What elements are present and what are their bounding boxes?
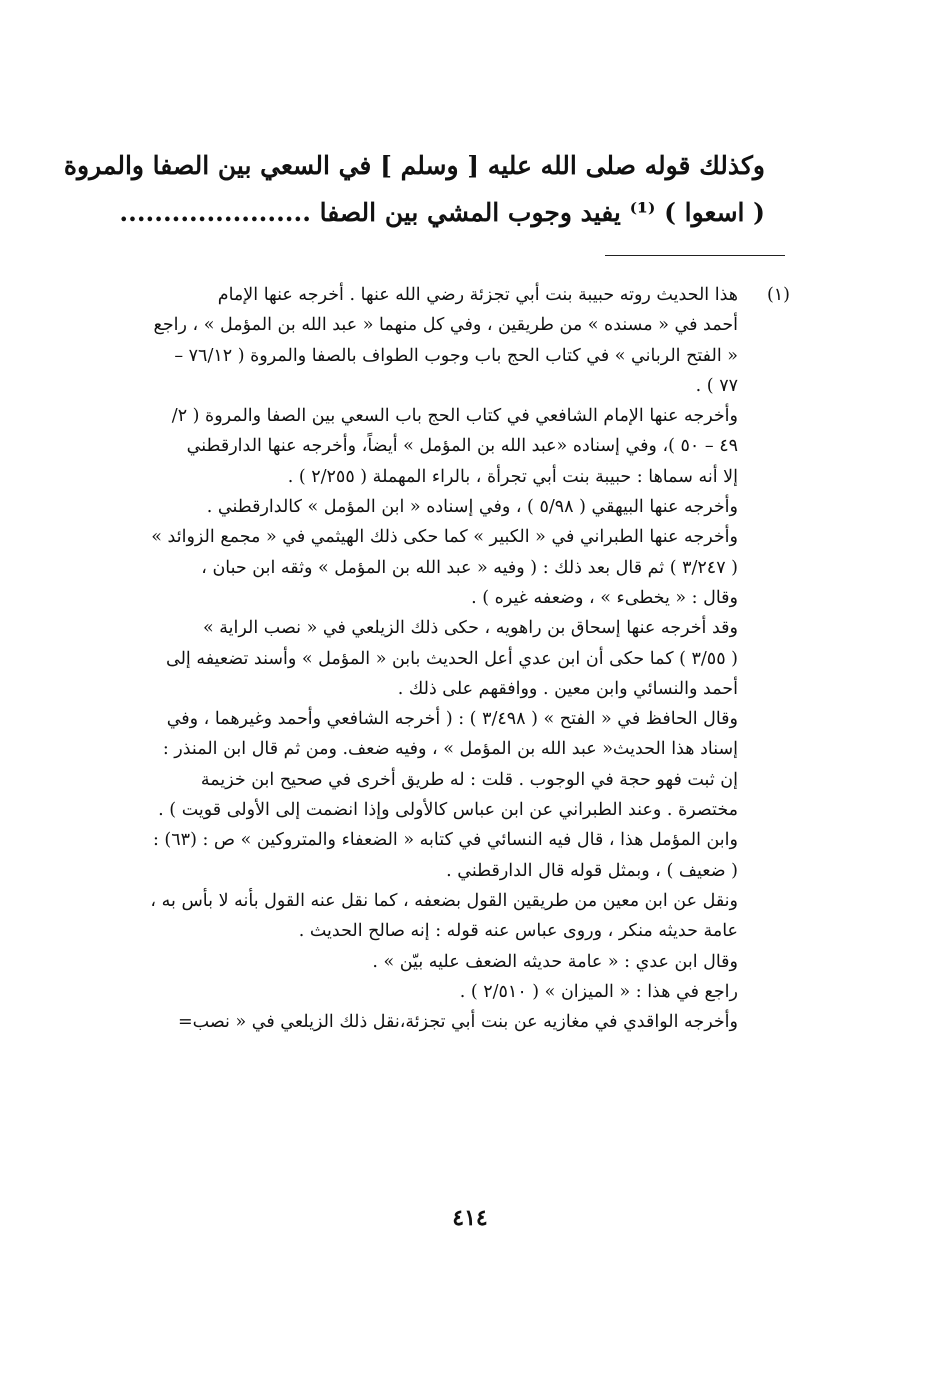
footnote-separator bbox=[605, 255, 785, 256]
footnote-line: إلا أنه سماها : حبيبة بنت أبي تجرأة ، بالراء المهملة ( ٢/٢٥٥ ) . bbox=[287, 466, 738, 487]
footnote-marker: (١) bbox=[766, 285, 790, 305]
footnote-line: ( ٣/٢٤٧ ) ثم قال بعد ذلك : ( وفيه « عبد الله بن المؤمل » وثقه ابن حبان ، bbox=[201, 557, 738, 578]
footnote-line: عامة حديثه منكر ، وروى عباس عنه قوله : إنه صالح الحديث . bbox=[298, 921, 738, 942]
footnote-line: إسناد هذا الحديث« عبد الله بن المؤمل » ، وفيه ضعف. ومن ثم قال ابن المنذر : bbox=[162, 739, 738, 760]
footnote-line: « الفتح الرباني » في كتاب الحج باب وجوب الطواف بالصفا والمروة ( ٧٦/١٢ – bbox=[174, 345, 738, 366]
footnote-line: هذا الحديث روته حبيبة بنت أبي تجزئة رضي الله عنها . أخرجه عنها الإمام bbox=[217, 285, 738, 305]
footnote-line: راجع في هذا : « الميزان » ( ٢/٥١٠ ) . bbox=[459, 981, 738, 1002]
footnote bbox=[140, 280, 790, 1037]
footnote-line: ( ضعيف ) ، وبمثل قوله قال الدارقطني . bbox=[446, 860, 738, 881]
footnote-line: ٤٩ – ٥٠ )، وفي إسناده «عبد الله بن المؤمل » أيضاً، وأخرجه عنها الدارقطني bbox=[186, 436, 738, 457]
footnote-line: وأخرجه عنها البيهقي ( ٥/٩٨ ) ، وفي إسناده « ابن المؤمل » كالدارقطني . bbox=[206, 497, 738, 518]
footnote-line: وأخرجه عنها الطبراني في « الكبير » كما حكى ذلك الهيثمي في « مجمع الزوائد » bbox=[151, 527, 738, 548]
footnote-line: ٧٧ ) . bbox=[695, 375, 738, 396]
footnote-line: وقال ابن عدي : « عامة حديثه الضعف عليه بيّن » . bbox=[372, 951, 738, 972]
footnote-line: وأخرجه الواقدي في مغازيه عن بنت أبي تجزئة،نقل ذلك الزيلعي في « نصب= bbox=[178, 1012, 738, 1033]
footnote-line: وقد أخرجه عنها إسحاق بن راهويه ، حكى ذلك الزيلعي في « نصب الراية » bbox=[203, 618, 738, 639]
footnote-line: وقال الحافظ في « الفتح » ( ٣/٤٩٨ ) : ( أخرجه الشافعي وأحمد وغيرهما ، وفي bbox=[166, 709, 738, 730]
footnote-line: ونقل عن ابن معين من طريقين القول بضعفه ، كما نقل عنه القول بأنه لا بأس به ، bbox=[150, 890, 738, 911]
footnote-line: ( ٣/٥٥ ) كما حكى أن ابن عدي أعل الحديث بابن « المؤمل » وأسند تضعيفه إلى bbox=[165, 648, 738, 669]
main-text bbox=[63, 142, 765, 236]
main-text-line: وكذلك قوله صلى الله عليه [ وسلم ] في السعي بين الصفا والمروة bbox=[63, 151, 765, 180]
main-text-line: ( اسعوا ) ⁽¹⁾ يفيد وجوب المشي بين الصفا ...................... bbox=[119, 198, 765, 227]
footnote-body bbox=[140, 280, 738, 1037]
footnote-line: وقال : « يخطىء » ، وضعفه غيره ) . bbox=[471, 587, 738, 608]
page-number: ٤١٤ bbox=[452, 1205, 488, 1231]
footnote-line: إن ثبت فهو حجة في الوجوب . قلت : له طريق أخرى في صحيح ابن خزيمة bbox=[200, 769, 738, 790]
footnote-line: وابن المؤمل هذا ، قال فيه النسائي في كتابه « الضعفاء والمتروكين » ص : (٦٣) : bbox=[152, 830, 738, 851]
footnote-line: وأخرجه عنها الإمام الشافعي في كتاب الحج باب السعي بين الصفا والمروة ( ٢/ bbox=[171, 406, 738, 427]
footnote-line: أحمد والنسائي وابن معين . ووافقهم على ذلك . bbox=[397, 678, 738, 699]
footnote-line: مختصرة . وعند الطبراني عن ابن عباس كالأولى وإذا انضمت إلى الأولى قويت ) . bbox=[158, 800, 738, 821]
footnote-line: أحمد في « مسنده » من طريقين ، وفي كل منهما « عبد الله بن المؤمل » ، راجع bbox=[153, 315, 738, 336]
